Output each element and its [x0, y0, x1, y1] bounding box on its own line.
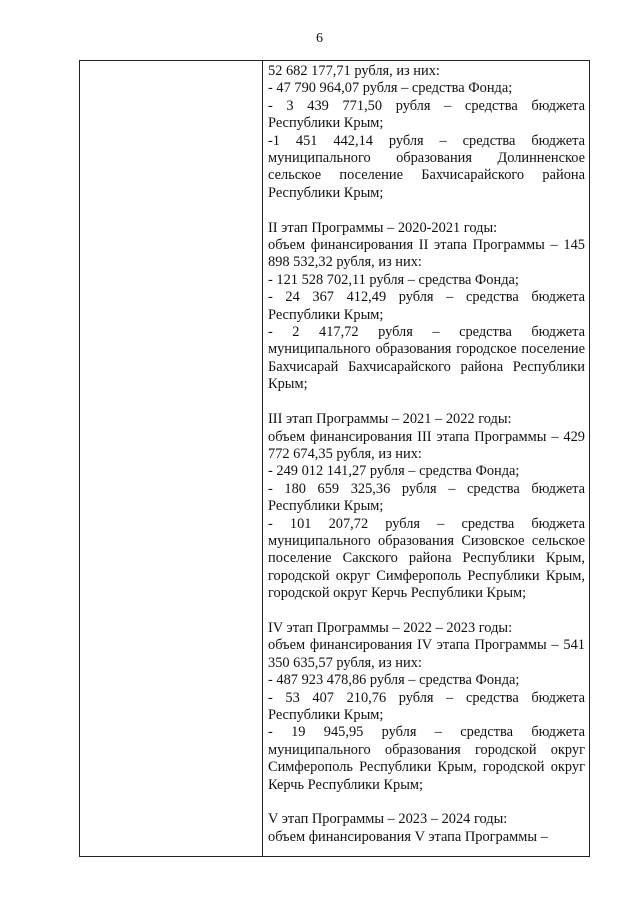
text-line: объем финансирования II этапа Программы – 145 898 532,32 рубля, из них: [268, 237, 585, 271]
stage-5-block [268, 811, 585, 846]
text-line: -1 451 442,14 рубля – средства бюджета муниципального образования Долинненское сельское поселение Бахчисарайского района Республики Крым; [268, 132, 585, 201]
financing-table [79, 60, 590, 857]
text-line: - 2 417,72 рубля – средства бюджета муниципального образования городское поселение Бахчисарай Бахчисарайского района Республики Крым; [268, 324, 585, 393]
stage-heading: III этап Программы – 2021 – 2022 годы: [268, 411, 512, 428]
text-line: - 19 945,95 рубля – средства бюджета муниципального образования городской округ Симферополь Республики Крым, городской округ Керчь Республики Крым; [268, 724, 585, 793]
text-line: - 47 790 964,07 рубля – средства Фонда; [268, 80, 513, 97]
text-line: - 249 012 141,27 рубля – средства Фонда; [268, 463, 520, 480]
stage-heading: V этап Программы – 2023 – 2024 годы: [268, 811, 508, 828]
text-line: - 121 528 702,11 рубля – средства Фонда; [268, 271, 519, 288]
stage-4-block [268, 620, 585, 794]
stage-heading: II этап Программы – 2020-2021 годы: [268, 219, 498, 236]
page-number: 6 [316, 31, 323, 46]
stage-2-block [268, 220, 585, 394]
text-line: - 487 923 478,86 рубля – средства Фонда; [268, 672, 520, 689]
text-line: объем финансирования III этапа Программы – 429 772 674,35 рубля, из них: [268, 428, 585, 462]
text-line: - 3 439 771,50 рубля – средства бюджета Республики Крым; [268, 97, 585, 132]
text-line: 52 682 177,71 рубля, из них: [268, 63, 440, 79]
text-line: объем финансирования V этапа Программы – [268, 828, 548, 845]
stage-3-block [268, 411, 585, 602]
text-line: - 180 659 325,36 рубля – средства бюджета Республики Крым; [268, 480, 585, 515]
text-line: - 24 367 412,49 рубля – средства бюджета Республики Крым; [268, 289, 585, 323]
table-left-cell [80, 61, 263, 856]
stage-heading: IV этап Программы – 2022 – 2023 годы: [268, 619, 513, 636]
table-right-cell [263, 61, 589, 856]
stage-1-block [268, 63, 585, 202]
text-line: объем финансирования IV этапа Программы – 541 350 635,57 рубля, из них: [268, 637, 585, 671]
text-line: - 53 407 210,76 рубля – средства бюджета Республики Крым; [268, 689, 585, 723]
text-line: - 101 207,72 рубля – средства бюджета муниципального образования Сизовское сельское поселение Сакского района Республики Крым, городской округ Симферополь Республики Крым, городской округ Керчь Республики Крым; [268, 515, 585, 602]
